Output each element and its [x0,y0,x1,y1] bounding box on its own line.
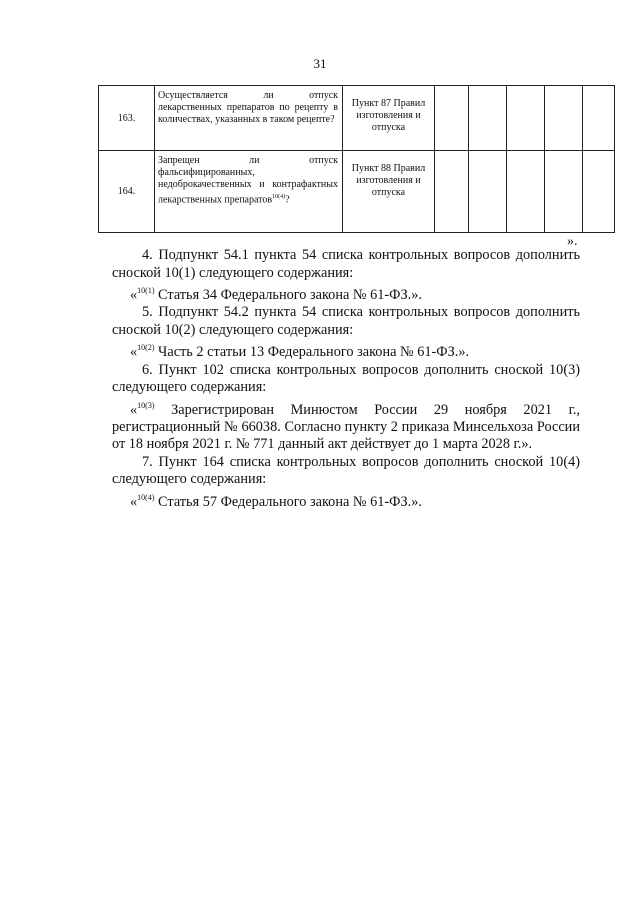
amendments-body [112,247,580,511]
answer-cell [545,86,583,151]
footnote-marker: 10(1) [137,286,155,295]
answer-cell [435,151,469,233]
footnote-text: «$^{10(2)}$ Часть 2 статьи 13 Федерального закона № 61-ФЗ.». [130,343,470,361]
answer-cell [583,151,615,233]
amendment-paragraph: 6. Пункт 102 списка контрольных вопросов дополнить сноской 10(3) следующего содержания: [112,361,580,396]
answer-cell [545,151,583,233]
question-end: ? [285,194,290,206]
answer-cell [469,86,507,151]
footnote-marker: 10(3) [137,400,155,410]
question-text: Осуществляется ли отпуск лекарственных препаратов по рецепту в количествах, указанных в таком рецепте? [158,90,338,125]
row-number: 164. [99,151,155,233]
question-cell [155,151,343,233]
answer-cell [469,151,507,233]
table-row [99,86,615,151]
reference-cell: Пункт 87 Правил изготовления и отпуска [343,86,435,151]
answer-cell [507,151,545,233]
row-number: 163. [99,86,155,151]
closing-quote: ». [567,234,578,249]
amendment-paragraph: 5. Подпункт 54.2 пункта 54 списка контрольных вопросов дополнить сноской 10(2) следующего содержания: [112,304,580,338]
answer-cell [435,86,469,151]
page-number: 31 [313,56,327,71]
footnote-text: «$^{10(3)}$ Зарегистрирован Минюстом России 29 ноября 2021 г., регистрационный № 66038. Согласно пункту 2 приказа Минсельхоза России от 18 ноября 2021 г. № 771 данный акт действует до 1 марта 2028 г.». [112,400,580,453]
table-row [99,151,615,233]
footnote-text: «$^{10(1)}$ Статья 34 Федерального закона № 61-ФЗ.». [130,286,422,303]
footnote-marker: 10(4) [272,194,286,200]
checklist-table [98,85,615,233]
answer-cell [583,86,615,151]
footnote-marker: 10(2) [137,343,155,353]
question-text: Запрещен ли отпуск фальсифицированных, недоброкачественных и контрафактных лекарственных препаратов [158,155,338,206]
question-cell [155,86,343,151]
footnote-text: «$^{10(4)}$ Статья 57 Федерального закона № 61-ФЗ.». [130,492,422,510]
answer-cell [507,86,545,151]
footnote-marker: 10(4) [137,492,155,502]
amendment-paragraph: 7. Пункт 164 списка контрольных вопросов дополнить сноской 10(4) следующего содержания: [112,453,580,488]
amendment-paragraph: 4. Подпункт 54.1 пункта 54 списка контрольных вопросов дополнить сноской 10(1) следующего содержания: [112,247,580,281]
reference-cell: Пункт 88 Правил изготовления и отпуска [343,151,435,233]
